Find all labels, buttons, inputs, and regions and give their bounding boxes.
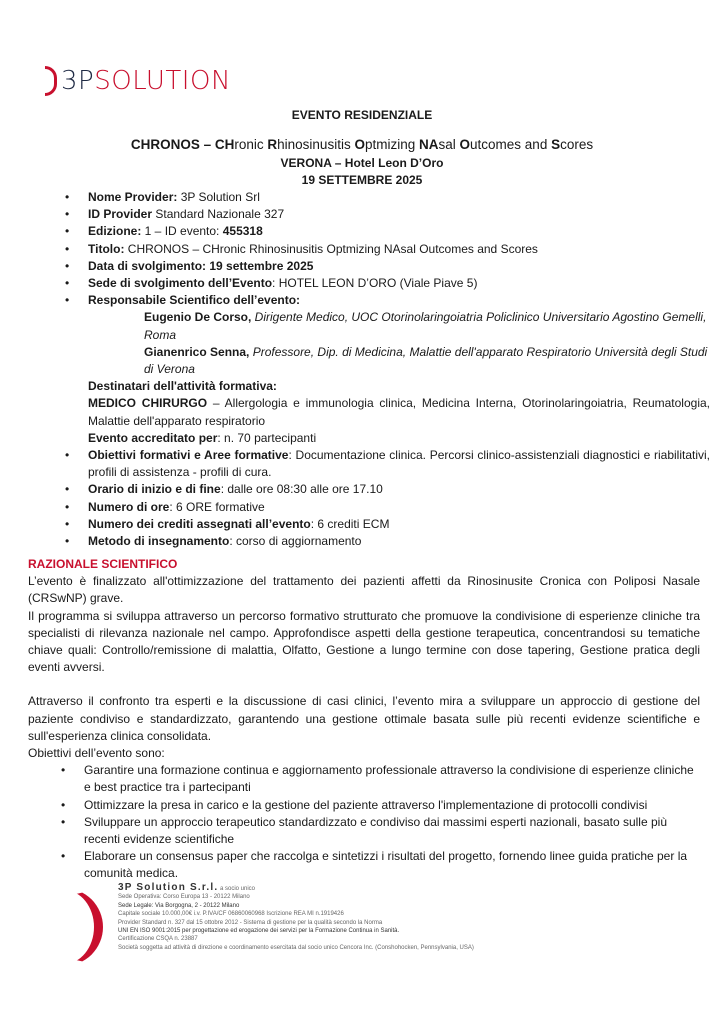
info-num-hours: • Numero di ore: 6 ORE formative bbox=[65, 499, 265, 514]
logo-suffix: SOLUTION bbox=[94, 66, 231, 96]
company-logo bbox=[45, 66, 231, 96]
rationale-section bbox=[28, 556, 700, 883]
footer-line: Provider Standard n. 327 dal 15 ottobre 2012 - Sistema di gestione per la qualità secondo la Norma bbox=[118, 919, 383, 926]
objective-item: • Sviluppare un approccio terapeutico standardizzato e condiviso dai massimi esperti nazionali, basato sulle più recenti evidenze scientifiche bbox=[61, 814, 667, 847]
footer-line: Sede Legale: Via Borgogna, 2 - 20122 Milano bbox=[118, 902, 240, 909]
info-id-provider: • ID Provider Standard Nazionale 327 bbox=[65, 207, 285, 222]
event-type-heading: EVENTO RESIDENZIALE bbox=[291, 108, 433, 122]
event-title: CHRONOS – CHronic Rhinosinusitis Optmizing NAsal Outcomes and Scores bbox=[130, 137, 594, 152]
objective-item: • Ottimizzare la presa in carico e la gestione del paziente attraverso l'implementazione di protocolli condivisi bbox=[61, 797, 648, 812]
footer-line: Capitale sociale 10.000,00€ i.v. P.IVA/CF 06860060968 Iscrizione REA MI n.1919426 bbox=[118, 911, 344, 918]
rationale-paragraph-1: L’evento è finalizzato all'ottimizzazione del trattamento dei pazienti affetti da Rinosinusite Cronica con Poliposi Nasale (CRSwNP) grave. bbox=[28, 574, 700, 606]
scientist-2: Gianenrico Senna, Professore, Dip. di Medicina, Malattie dell'apparato Respiratorio Università degli Studi di Verona bbox=[144, 344, 708, 377]
scientist-1: Eugenio De Corso, Dirigente Medico, UOC Otorinolaringoiatria Policlinico Universitario Agostino Gemelli, Roma bbox=[144, 310, 707, 342]
info-objectives: • Obiettivi formativi e Aree formative: Documentazione clinica. Percorsi clinico-assistenziali diagnostici e riabilitativi, profili di assistenza - profili di cura. bbox=[65, 448, 710, 480]
event-info-list bbox=[62, 189, 710, 550]
info-credits: • Numero dei crediti assegnati all’evento: 6 crediti ECM bbox=[65, 516, 390, 531]
event-location: VERONA – Hotel Leon D’Oro bbox=[280, 156, 444, 170]
footer-line: Società soggetta ad attività di direzione e coordinamento esercitata dal socio unico Cencora Inc. (Conshohocken, Pennsylvania, USA) bbox=[118, 944, 474, 951]
rationale-paragraph-2: Il programma si sviluppa attraverso un percorso formativo strutturato che promuove la condivisione di esperienze cliniche tra specialisti di rilevanza nazionale nel campo. Approfondisce aspetti della gestione terapeutica, concentrandosi su tematiche chiave quali: Controllo/remissione di malattia, Olfatto, Gestione a lungo termine con dose tapering, Gestione pratica degli eventi avversi. bbox=[28, 608, 700, 675]
objective-item: • Garantire una formazione continua e aggiornamento professionale attraverso la condivisione di esperienze cliniche e best practice tra i partecipanti bbox=[61, 763, 694, 795]
info-scientific-lead: • Responsabile Scientifico dell’evento: bbox=[65, 293, 301, 308]
info-title: • Titolo: CHRONOS – CHronic Rhinosinusitis Optmizing NAsal Outcomes and Scores bbox=[65, 241, 538, 256]
info-recipients: MEDICO CHIRURGO – Allergologia e immunologia clinica, Medicina Interna, Otorinolaringoiatria, Reumatologia, Malattie dell'apparato respiratorio bbox=[88, 396, 710, 428]
info-edition: • Edizione: 1 – ID evento: 455318 bbox=[65, 224, 263, 239]
info-venue: • Sede di svolgimento dell’Evento: HOTEL LEON D’ORO (Viale Piave 5) bbox=[65, 276, 478, 291]
rationale-heading: RAZIONALE SCIENTIFICO bbox=[28, 557, 178, 571]
info-date: • Data di svolgimento: 19 settembre 2025 bbox=[65, 258, 314, 273]
info-accredited: Evento accreditato per: n. 70 partecipanti bbox=[88, 430, 317, 445]
footer-logo-arc-icon bbox=[48, 888, 103, 966]
info-hours: • Orario di inizio e di fine: dalle ore 08:30 alle ore 17.10 bbox=[65, 482, 383, 497]
objectives-list bbox=[28, 762, 700, 882]
logo-prefix: 3P bbox=[61, 66, 95, 96]
footer-line: UNI EN ISO 9001:2015 per progettazione ed erogazione dei servizi per la Formazione Continua in Sanità. bbox=[118, 928, 400, 935]
objectives-intro: Obiettivi dell’evento sono: bbox=[28, 746, 165, 761]
info-provider: • Nome Provider: 3P Solution Srl bbox=[65, 190, 260, 204]
rationale-paragraph-3: Attraverso il confronto tra esperti e la discussione di casi clinici, l’evento mira a sviluppare un approccio di gestione del paziente condiviso e standardizzato, garantendo una gestione ottimale basata sulle più recenti evidenze scientifiche e sull'esperienza clinica consolidata. bbox=[28, 694, 700, 743]
info-method: • Metodo di insegnamento: corso di aggiornamento bbox=[65, 534, 362, 549]
logo-arc-icon bbox=[45, 66, 57, 96]
company-footer bbox=[48, 884, 708, 964]
event-date: 19 SETTEMBRE 2025 bbox=[301, 173, 423, 187]
footer-company-name: 3P Solution S.r.l. a socio unico bbox=[118, 882, 256, 893]
objective-item: • Elaborare un consensus paper che raccolga e sintetizzi i risultati del progetto, fornendo linee guida pratiche per la comunità medica. bbox=[61, 849, 688, 881]
footer-line: Sede Operativa: Corso Europa 13 - 20122 Milano bbox=[118, 894, 250, 901]
footer-line: Certificazione CSQA n. 23887 bbox=[118, 936, 198, 943]
info-recipients-label: Destinatari dell'attività formativa: bbox=[88, 379, 277, 394]
